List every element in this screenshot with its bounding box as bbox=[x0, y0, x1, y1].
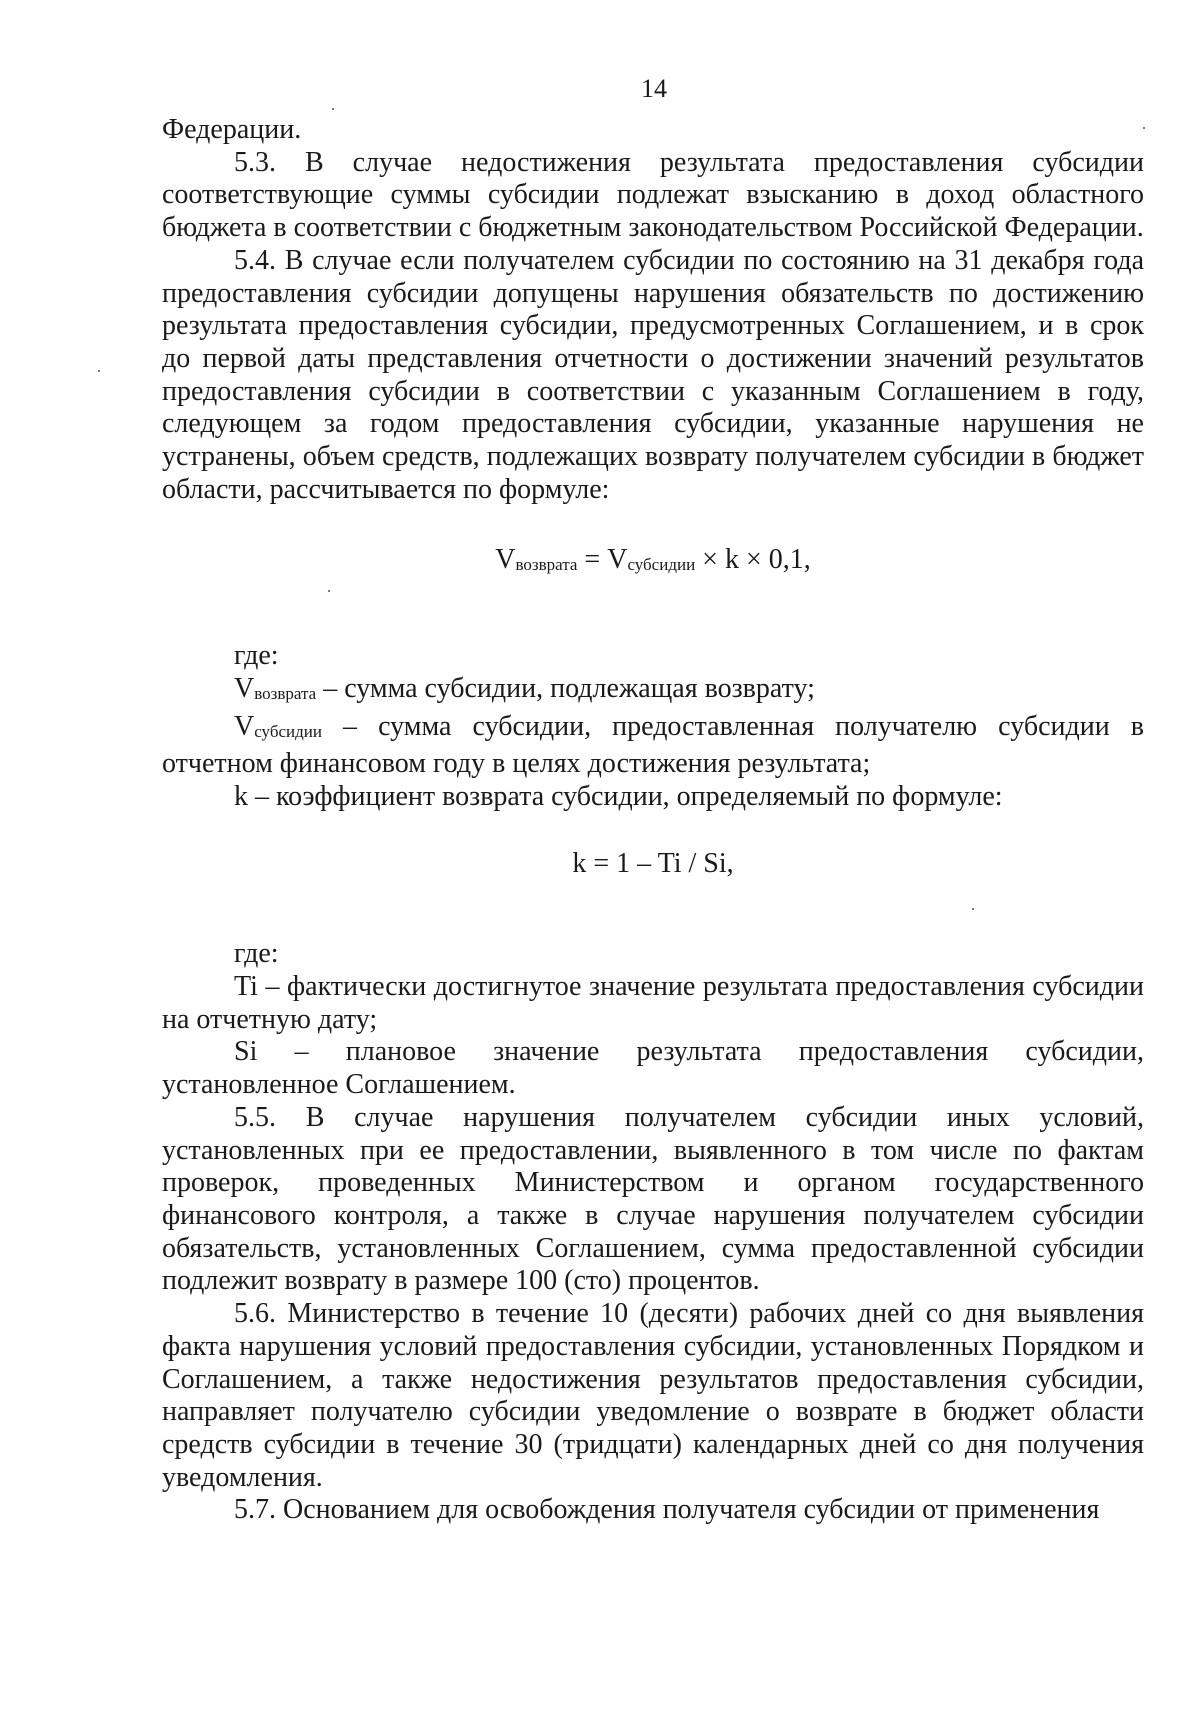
where-label-2: где: bbox=[234, 938, 279, 970]
paragraph-5-6: 5.6. Министерство в течение 10 (десяти) рабочих дней со дня выявления факта нарушения условий предоставления субсидии, установленных Порядком и Соглашением, а также недостижения результатов предоставления субсидии, направляет получателю субсидии уведомление о возврате в бюджет области средств субсидии в течение 30 (тридцати) календарных дней со дня получения уведомления. bbox=[162, 1298, 1144, 1493]
definition-ti: Ti – фактически достигнутое значение результата предоставления субсидии на отчетную дату; bbox=[162, 971, 1144, 1035]
paragraph-continuation: Федерации. bbox=[162, 114, 302, 145]
scan-speck bbox=[328, 590, 330, 592]
paragraph-5-3: 5.3. В случае недостижения результата предоставления субсидии соответствующие суммы субсидии подлежат взысканию в доход областного бюджета в соответствии с бюджетным законодательством Российской Федерации. bbox=[162, 146, 1144, 244]
definition-v-subsidy-subscript: субсидии bbox=[254, 721, 322, 741]
paragraph-5-7: 5.7. Основанием для освобождения получателя субсидии от применения bbox=[234, 1494, 1100, 1526]
scan-speck bbox=[972, 908, 974, 910]
definition-v-return-symbol: V bbox=[234, 672, 255, 704]
scan-speck bbox=[332, 108, 334, 110]
definition-v-return bbox=[162, 673, 1144, 711]
scan-speck bbox=[98, 370, 100, 372]
definition-si: Si – плановое значение результата предоставления субсидии, установленное Соглашением. bbox=[162, 1036, 1144, 1101]
formula-v-subsidy-subscript: субсидии bbox=[627, 555, 696, 575]
definition-v-subsidy-text: – сумма субсидии, предоставленная получателю субсидии в отчетном финансовом году в целях достижения результата; bbox=[162, 710, 1144, 780]
paragraph-5-5: 5.5. В случае нарушения получателем субсидии иных условий, установленных при ее предоставлении, выявленного в том числе по фактам проверок, проведенных Министерством и органом государственного финансового контроля, а также в случае нарушения получателем субсидии обязательств, установленных Соглашением, сумма предоставленной субсидии подлежит возврату в размере 100 (сто) процентов. bbox=[162, 1101, 1144, 1297]
formula-tail: × k × 0,1, bbox=[695, 544, 811, 576]
definition-v-subsidy bbox=[162, 711, 1144, 781]
formula-v-return-subscript: возврата bbox=[515, 555, 578, 575]
document-body bbox=[162, 114, 1144, 1527]
definition-v-return-text: – сумма субсидии, подлежащая возврату; bbox=[316, 672, 815, 704]
where-label-1: где: bbox=[234, 640, 279, 672]
formula-coefficient-k: k = 1 – Ti / Si, bbox=[572, 847, 734, 879]
formula-v-subsidy: V bbox=[607, 544, 628, 576]
paragraph-5-4: 5.4. В случае если получателем субсидии по состоянию на 31 декабря года предоставления субсидии допущены нарушения обязательств по достижению результата предоставления субсидии, предусмотренных Соглашением, и в срок до первой даты представления отчетности о достижении значений результатов предоставления субсидии в соответствии с указанным Соглашением в году, следующем за годом предоставления субсидии, указанные нарушения не устранены, объем средств, подлежащих возврату получателем субсидии в бюджет области, рассчитывается по формуле: bbox=[162, 244, 1144, 505]
scan-speck bbox=[1143, 127, 1145, 129]
page-number: 14 bbox=[641, 74, 667, 103]
definition-k: k – коэффициент возврата субсидии, определяемый по формуле: bbox=[234, 780, 1003, 812]
formula-return-volume bbox=[162, 544, 1144, 582]
definition-v-subsidy-symbol: V bbox=[234, 710, 255, 742]
definition-v-return-subscript: возврата bbox=[254, 683, 317, 703]
formula-equals: = bbox=[577, 544, 608, 576]
formula-v-return: V bbox=[495, 544, 516, 576]
